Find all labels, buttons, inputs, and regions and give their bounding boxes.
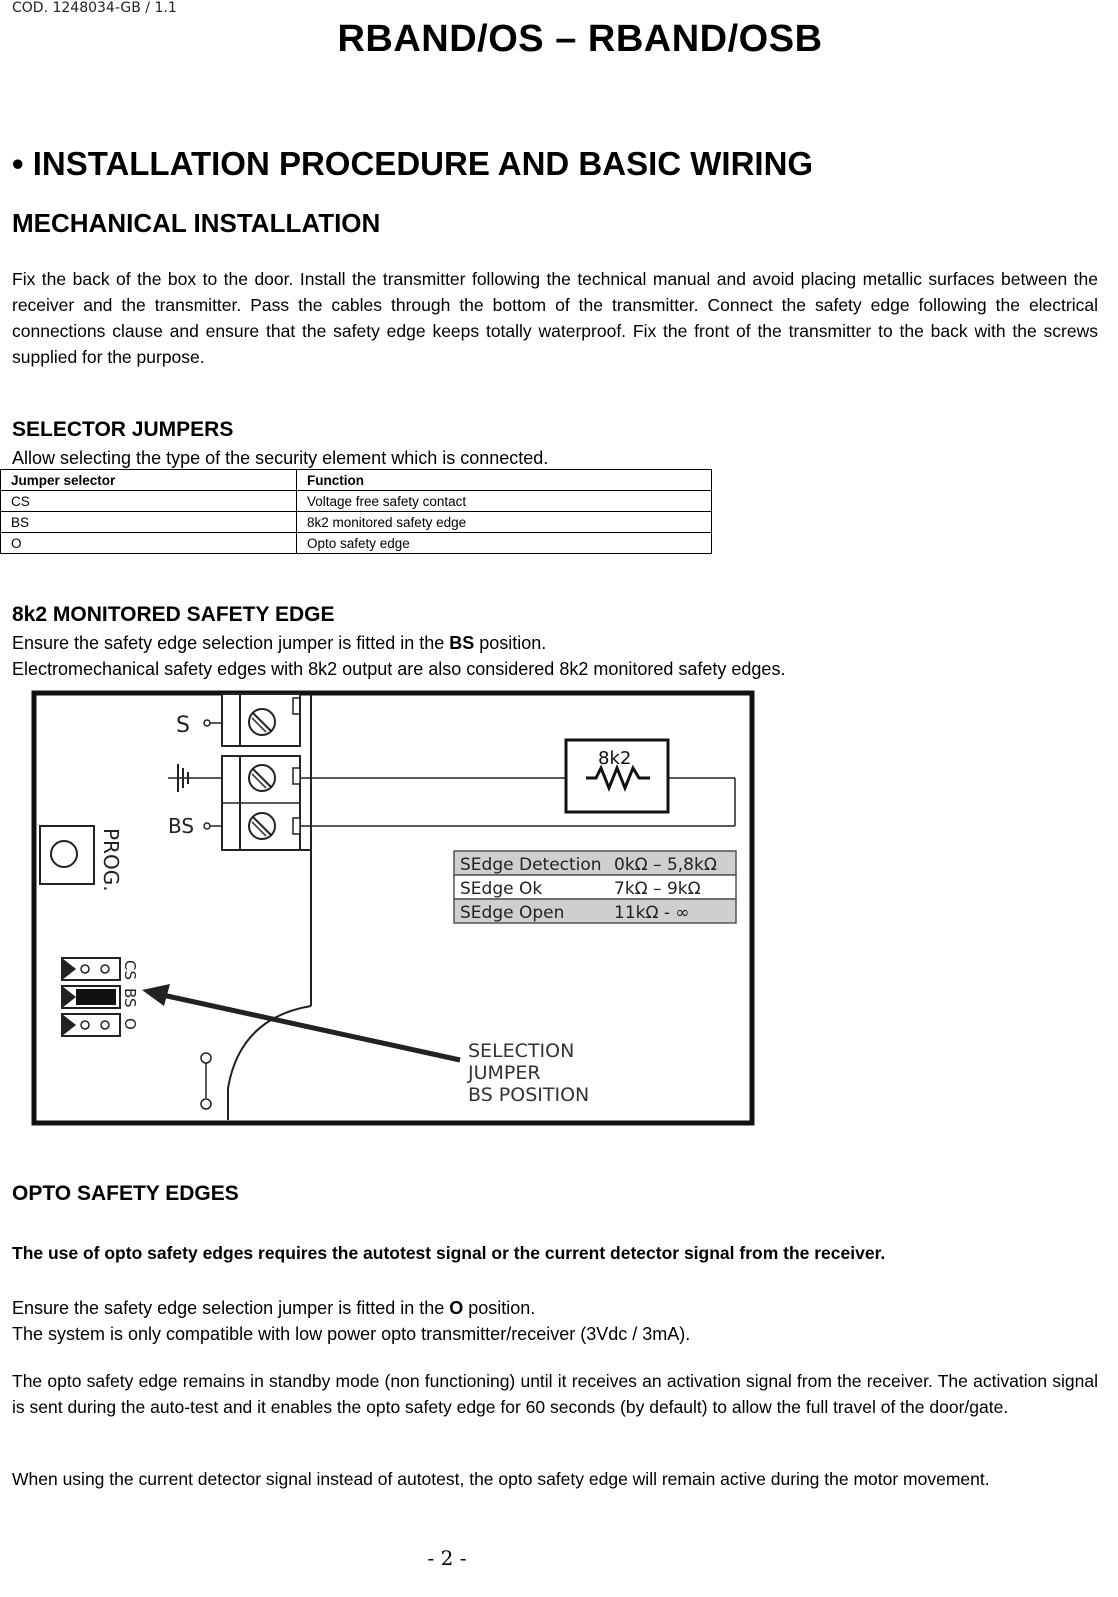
jumper-label-o: O bbox=[121, 1018, 139, 1030]
table-cell: BS bbox=[1, 512, 297, 533]
status-label: SEdge Detection bbox=[460, 855, 602, 875]
jumper-bs bbox=[62, 986, 120, 1008]
status-table bbox=[454, 851, 736, 923]
instruction-text: Ensure the safety edge selection jumper is fitted in the bbox=[12, 1298, 450, 1318]
table-cell: Opto safety edge bbox=[297, 533, 712, 554]
jumper-cs bbox=[62, 958, 120, 980]
instruction-text: position. bbox=[463, 1298, 536, 1318]
callout-line: BS POSITION bbox=[468, 1084, 590, 1106]
monitored-edge-heading: 8k2 MONITORED SAFETY EDGE bbox=[12, 603, 335, 626]
wiring-diagram bbox=[30, 688, 760, 1128]
jumper-label-cs: CS bbox=[121, 960, 139, 980]
status-value: 0kΩ – 5,8kΩ bbox=[614, 855, 717, 875]
table-header-function: Function bbox=[297, 470, 712, 491]
opto-current-detector-paragraph: When using the current detector signal instead of autotest, the opto safety edge will remain active during the motor movement. bbox=[12, 1469, 990, 1489]
instruction-text: position. bbox=[474, 633, 547, 653]
jumper-label-bs: BS bbox=[121, 988, 139, 1008]
table-cell: CS bbox=[1, 491, 297, 512]
resistor-label: 8k2 bbox=[598, 748, 632, 769]
opto-compatibility-note: The system is only compatible with low power opto transmitter/receiver (3Vdc / 3mA). bbox=[12, 1324, 691, 1344]
connector-icon bbox=[201, 1099, 211, 1109]
document-code: COD. 1248034-GB / 1.1 bbox=[12, 0, 177, 16]
mechanical-installation-heading: MECHANICAL INSTALLATION bbox=[12, 208, 381, 238]
selector-jumpers-heading: SELECTOR JUMPERS bbox=[12, 418, 234, 441]
monitored-edge-instruction bbox=[12, 630, 546, 656]
table-header-jumper: Jumper selector bbox=[1, 470, 297, 491]
selector-jumpers-description: Allow selecting the type of the security element which is connected. bbox=[12, 448, 549, 468]
status-value: 11kΩ - ∞ bbox=[614, 903, 690, 923]
document-title: RBAND/OS – RBAND/OSB bbox=[337, 18, 823, 60]
opto-standby-paragraph: The opto safety edge remains in standby mode (non functioning) until it receives an activation signal from the receiver. The activation signal is sent during the auto-test and it enables the opto safety edge for 60 seconds (by default) to allow the full travel of the door/gate. bbox=[12, 1371, 1098, 1417]
jumper-selector-table bbox=[0, 469, 712, 554]
monitored-edge-note: Electromechanical safety edges with 8k2 output are also considered 8k2 monitored safety edges. bbox=[12, 659, 786, 679]
status-label: SEdge Open bbox=[460, 903, 565, 923]
terminal-label-bs: BS bbox=[168, 814, 195, 838]
table-cell: Voltage free safety contact bbox=[297, 491, 712, 512]
table-cell: O bbox=[1, 533, 297, 554]
section-title: • INSTALLATION PROCEDURE AND BASIC WIRING bbox=[12, 145, 814, 182]
table-header-row bbox=[1, 470, 712, 491]
prog-label: PROG. bbox=[99, 828, 123, 892]
status-label: SEdge Ok bbox=[460, 879, 543, 899]
connector-icon bbox=[201, 1053, 211, 1063]
table-cell: 8k2 monitored safety edge bbox=[297, 512, 712, 533]
jumper-position: O bbox=[449, 1298, 464, 1318]
table-row bbox=[1, 533, 712, 554]
opto-instruction bbox=[12, 1295, 535, 1321]
opto-edges-heading: OPTO SAFETY EDGES bbox=[12, 1182, 239, 1205]
callout-line: SELECTION bbox=[468, 1040, 575, 1062]
page-number: - 2 - bbox=[427, 1546, 467, 1570]
status-value: 7kΩ – 9kΩ bbox=[614, 879, 701, 899]
table-row bbox=[1, 491, 712, 512]
opto-requirement-note: The use of opto safety edges requires the autotest signal or the current detector signal from the receiver. bbox=[12, 1243, 886, 1263]
jumper-position: BS bbox=[449, 633, 475, 653]
instruction-text: Ensure the safety edge selection jumper is fitted in the bbox=[12, 633, 450, 653]
callout-line: JUMPER bbox=[468, 1062, 541, 1084]
table-row bbox=[1, 512, 712, 533]
terminal-label-s: S bbox=[176, 713, 190, 738]
jumper-o bbox=[62, 1014, 120, 1036]
mechanical-installation-text: Fix the back of the box to the door. Install the transmitter following the technical manual and avoid placing metallic surfaces between the receiver and the transmitter. Pass the cables through the bottom of the transmitter. Connect the safety edge following the electrical connections clause and ensure that the safety edge keeps totally waterproof. Fix the front of the transmitter to the back with the screws supplied for the purpose. bbox=[12, 269, 1098, 367]
